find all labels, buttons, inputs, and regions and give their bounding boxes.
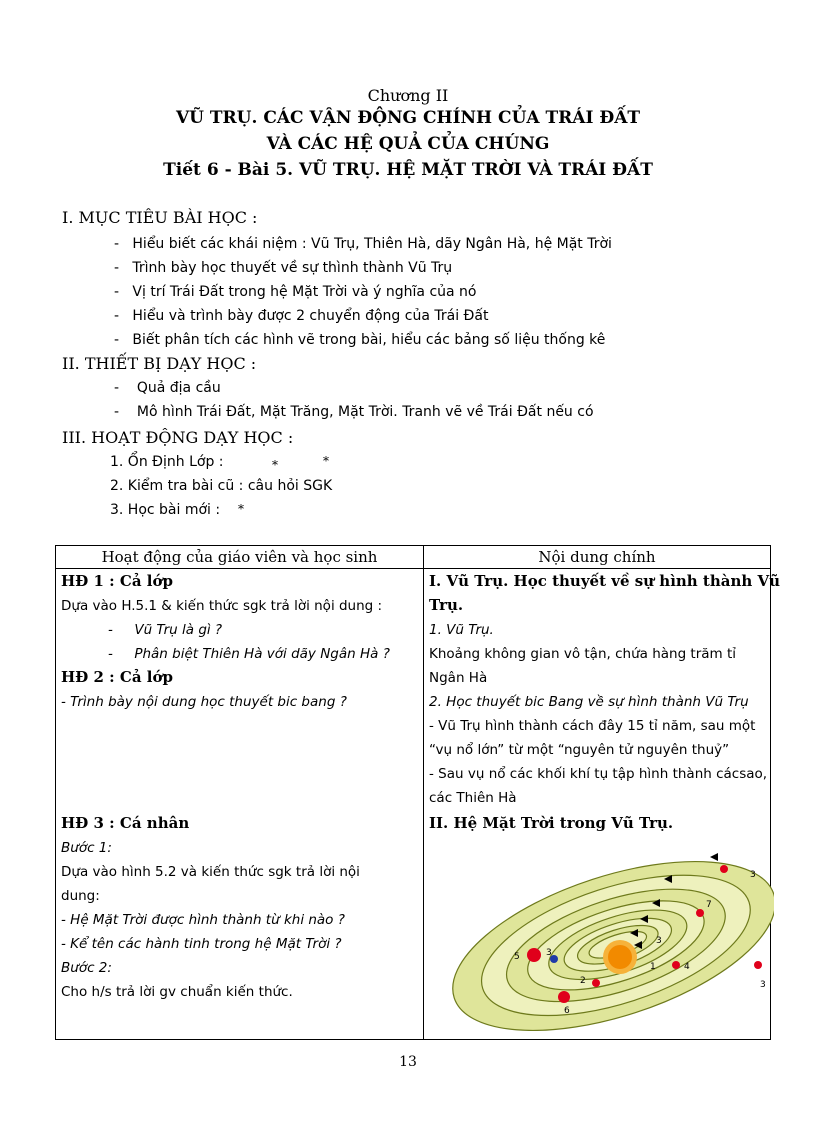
hd2-question: - Trình bày nội dung học thuyết bic bang ? — [61, 694, 347, 710]
planet-6 — [558, 991, 570, 1003]
objective-item-2: - Trình bày học thuyết về sự thình thành Vũ Trụ — [114, 260, 453, 276]
objective-item-4: - Hiểu và trình bày được 2 chuyển động của Trái Đất — [114, 308, 489, 324]
content-sub-2: 2. Học thuyết bic Bang về sự hình thành Vũ Trụ — [429, 694, 749, 710]
content-section-1-line-a: I. Vũ Trụ. Học thuyết về sự hình thành Vũ — [429, 572, 781, 590]
lesson-table — [55, 545, 781, 1040]
hd1-question-1: - Vũ Trụ là gì ? — [108, 622, 223, 638]
star-mark-3: * — [238, 502, 244, 516]
step-1-label: Bước 1: — [61, 840, 112, 856]
hd3-title: HĐ 3 : Cá nhân — [61, 814, 190, 832]
diagram-label-3-inner: 3 — [546, 948, 552, 958]
activity-item-3: 3. Học bài mới : — [110, 502, 221, 518]
diagram-label-1: 1 — [650, 962, 656, 972]
hd2-title: HĐ 2 : Cả lớp — [61, 668, 173, 686]
activities-cell — [56, 569, 424, 1040]
content-section-2: II. Hệ Mặt Trời trong Vũ Trụ. — [429, 814, 674, 832]
content-sub-2-text-a: - Vũ Trụ hình thành cách đây 15 tỉ năm, sau một — [429, 718, 756, 734]
diagram-label-6: 6 — [564, 1006, 570, 1016]
content-sub-2-text-d: các Thiên Hà — [429, 790, 517, 806]
lesson-prefix: Tiết 6 - Bài — [163, 160, 276, 180]
table-header-row — [56, 546, 771, 569]
diagram-label-3-right: 3 — [760, 980, 766, 990]
star-mark-2: * — [323, 454, 329, 468]
title-line-2: VÀ CÁC HỆ QUẢ CỦA CHÚNG — [266, 134, 550, 154]
content-sub-2-text-b: “vụ nổ lớn” từ một “nguyên tử nguyên thuỷ” — [429, 742, 730, 758]
objective-item-1: - Hiểu biết các khái niệm : Vũ Trụ, Thiên Hà, dãy Ngân Hà, hệ Mặt Trời — [114, 236, 612, 252]
content-sub-1: 1. Vũ Trụ. — [429, 622, 494, 638]
chapter-label: Chương II — [367, 86, 449, 105]
title-line-1: VŨ TRỤ. CÁC VẬN ĐỘNG CHÍNH CỦA TRÁI ĐẤT — [175, 108, 641, 128]
activity-item-1: 1. Ổn Định Lớp : — [110, 454, 224, 470]
diagram-label-3-arrow: 3 — [656, 936, 662, 946]
step-1-text-a: Dựa vào hình 5.2 và kiến thức sgk trả lời nội — [61, 864, 360, 880]
content-sub-2-text-c: - Sau vụ nổ các khối khí tụ tập hình thành cácsao, — [429, 766, 768, 782]
equipment-item-1: - Quả địa cầu — [114, 380, 221, 396]
page-number: 13 — [399, 1054, 417, 1070]
lesson-title — [0, 160, 816, 180]
objective-item-3: - Vị trí Trái Đất trong hệ Mặt Trời và ý nghĩa của nó — [114, 284, 477, 300]
hd1-title: HĐ 1 : Cả lớp — [61, 572, 173, 590]
step-1-text-b: dung: — [61, 888, 100, 904]
objective-item-5: - Biết phân tích các hình vẽ trong bài, hiểu các bảng số liệu thống kê — [114, 332, 606, 348]
planet-outer — [754, 961, 762, 969]
orbit-arrow-1 — [710, 853, 718, 861]
diagram-label-4: 4 — [684, 962, 690, 972]
step-1-question-2: - Kể tên các hành tinh trong hệ Mặt Trời ? — [61, 936, 342, 952]
orbits-group — [434, 831, 774, 1031]
step-2-text: Cho h/s trả lời gv chuẩn kiến thức. — [61, 984, 293, 1000]
step-2-label: Bước 2: — [61, 960, 112, 976]
planet-2 — [592, 979, 600, 987]
lesson-name: . VŨ TRỤ. HỆ MẶT TRỜI VÀ TRÁI ĐẤT — [287, 160, 653, 180]
solar-system-diagram — [434, 831, 774, 1031]
planet-large — [527, 948, 541, 962]
col-header-content: Nội dung chính — [424, 546, 771, 569]
content-cell — [424, 569, 781, 1040]
planet-7 — [696, 909, 704, 917]
activity-item-2: 2. Kiểm tra bài cũ : câu hỏi SGK — [110, 478, 333, 494]
diagram-label-5: 5 — [514, 952, 520, 962]
content-section-1-line-b: Trụ. — [429, 596, 464, 614]
section-1-heading: I. MỤC TIÊU BÀI HỌC : — [62, 208, 258, 227]
equipment-item-2: - Mô hình Trái Đất, Mặt Trăng, Mặt Trời. Tranh vẽ về Trái Đất nếu có — [114, 404, 594, 420]
col-header-activities: Hoạt động của giáo viên và học sinh — [56, 546, 424, 569]
hd1-question-2: - Phân biệt Thiên Hà với dãy Ngân Hà ? — [108, 646, 390, 662]
content-sub-1-text-a: Khoảng không gian vô tận, chứa hàng trăm tỉ — [429, 646, 737, 662]
diagram-label-3-top: 3 — [750, 870, 756, 880]
diagram-label-7: 7 — [706, 900, 712, 910]
table-body-row — [56, 569, 771, 1040]
step-1-question-1: - Hệ Mặt Trời được hình thành từ khi nào ? — [61, 912, 345, 928]
section-3-heading: III. HOẠT ĐỘNG DẠY HỌC : — [62, 428, 294, 447]
hd1-intro: Dựa vào H.5.1 & kiến thức sgk trả lời nội dung : — [61, 598, 383, 614]
section-2-heading: II. THIẾT BỊ DẠY HỌC : — [62, 354, 257, 373]
star-mark-1: * — [272, 458, 278, 472]
diagram-label-2: 2 — [580, 976, 586, 986]
planet-top — [720, 865, 728, 873]
content-sub-1-text-b: Ngân Hà — [429, 670, 488, 686]
planet-4 — [672, 961, 680, 969]
lesson-number: 5 — [275, 160, 288, 180]
sun — [608, 945, 632, 969]
